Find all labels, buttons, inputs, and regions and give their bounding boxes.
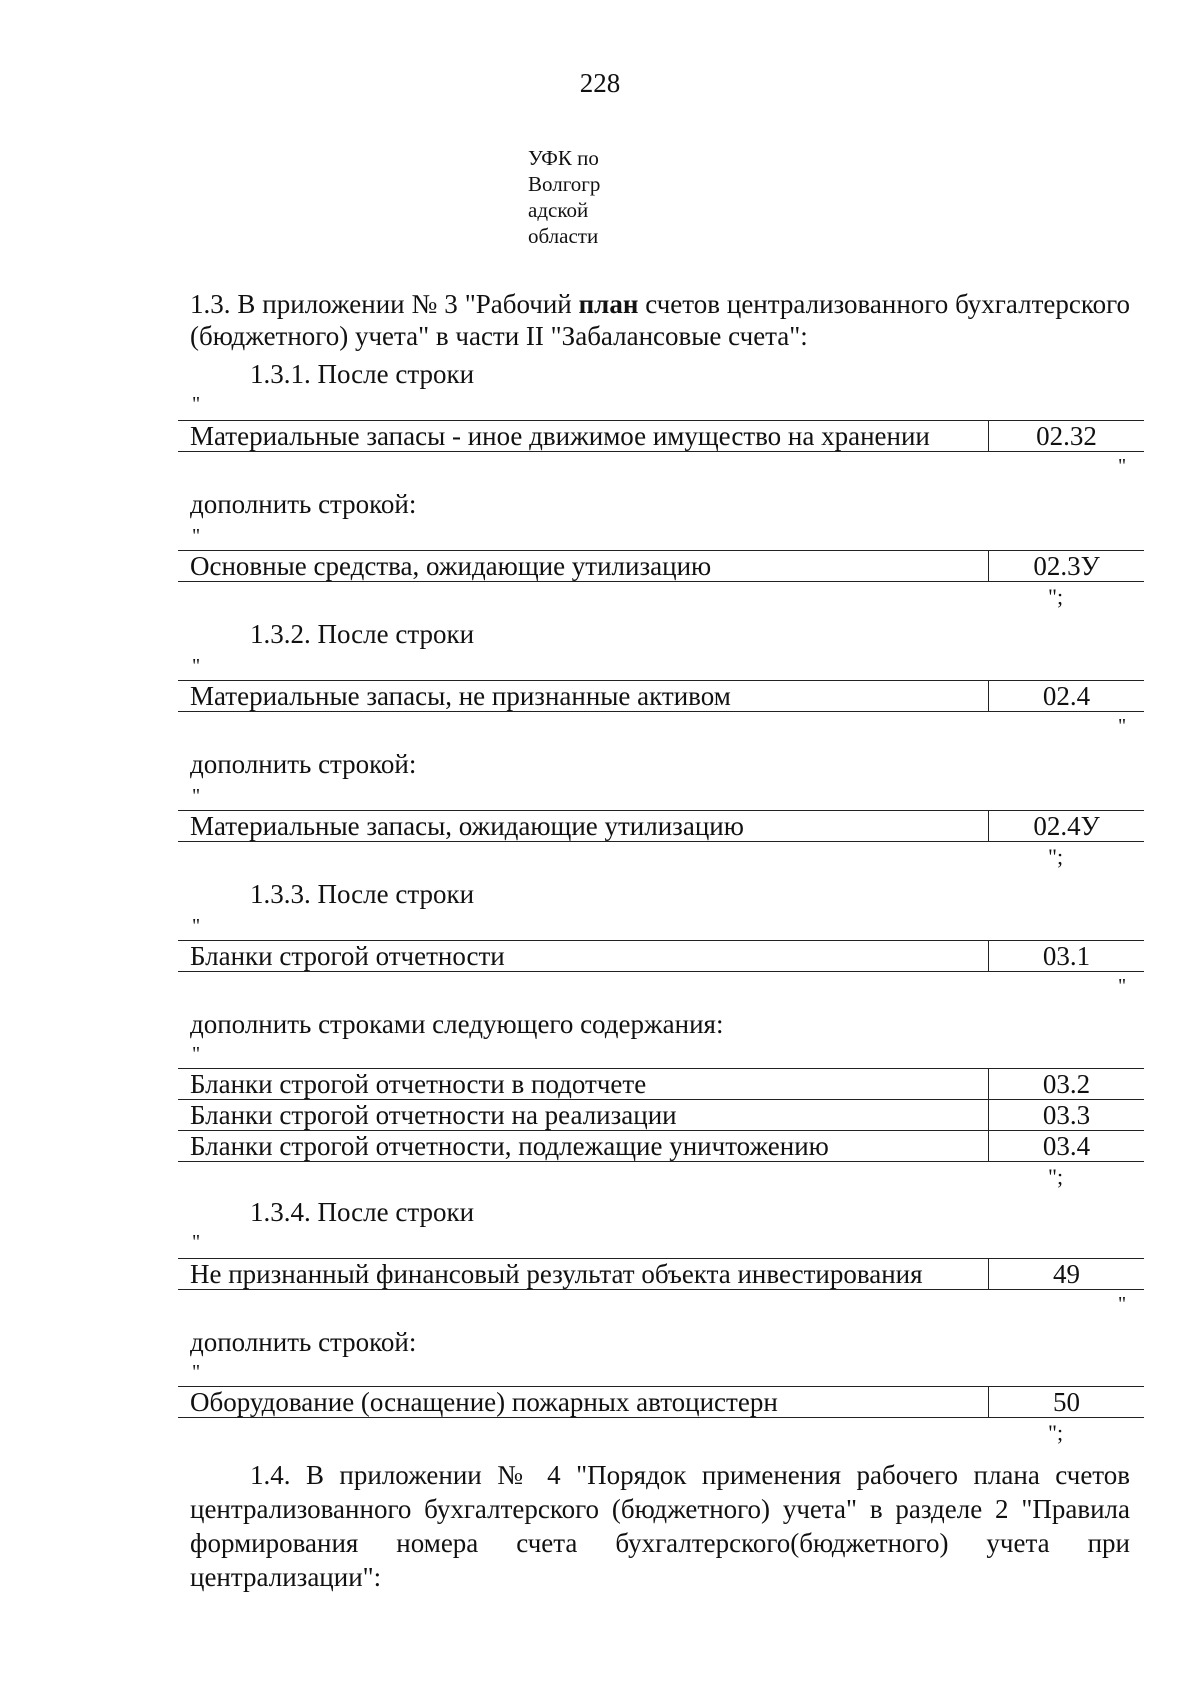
heading-1-3-2: 1.3.2. После строки [250,619,475,649]
table-1-3-1-added [178,550,1144,582]
account-code: 03.3 [988,1100,1144,1130]
table-1-3-3-before [178,940,1144,972]
table-row [178,421,1144,451]
account-code: 03.4 [988,1131,1144,1161]
intro-bold-word: план [578,289,639,319]
account-code: 02.4У [988,811,1144,841]
account-name: Бланки строгой отчетности [190,941,505,971]
table-row [178,1387,1144,1417]
account-name: Бланки строгой отчетности, подлежащие уничтожению [190,1131,829,1161]
add-label: дополнить строкой: [190,749,417,779]
quote-open: " [192,655,201,677]
table-1-3-4-before [178,1258,1144,1290]
heading-1-3-3: 1.3.3. После строки [250,879,475,909]
quote-close-semicolon: "; [1048,844,1064,869]
quote-open: " [192,1231,201,1253]
recipient-line: адской [528,198,589,222]
add-label: дополнить строкой: [190,1327,417,1357]
quote-open: " [192,393,201,415]
recipient-block [528,145,600,249]
quote-close: " [1118,715,1127,737]
table-row [178,1099,1144,1130]
quote-close: " [1118,1293,1127,1315]
account-name: Материальные запасы - иное движимое имущество на хранении [190,421,930,451]
account-code: 50 [988,1387,1144,1417]
account-code: 02.4 [988,681,1144,711]
account-code: 02.32 [988,421,1144,451]
account-name: Материальные запасы, не признанные активом [190,681,731,711]
account-code: 03.2 [988,1069,1144,1099]
intro-prefix: 1.3. В приложении № 3 "Рабочий [190,289,579,319]
quote-open: " [192,915,201,937]
heading-1-3-1: 1.3.1. После строки [250,359,475,389]
account-code: 02.3У [988,551,1144,581]
quote-close: " [1118,455,1127,477]
account-code: 49 [988,1259,1144,1289]
table-1-3-2-before [178,680,1144,712]
table-1-3-3-added [178,1068,1144,1162]
table-1-3-2-added [178,810,1144,842]
quote-open: " [192,785,201,807]
quote-open: " [192,1361,201,1383]
account-name: Не признанный финансовый результат объекта инвестирования [190,1259,923,1289]
table-row [178,811,1144,841]
intro-suffix: счетов централизованного бухгалтерского (бюджетного) учета" в части II "Забалансовые счета": [190,289,1130,351]
table-row [178,1259,1144,1289]
quote-open: " [192,1043,201,1065]
table-1-3-4-added [178,1386,1144,1418]
table-row [178,681,1144,711]
account-code: 03.1 [988,941,1144,971]
quote-close-semicolon: "; [1048,1164,1064,1189]
quote-close-semicolon: "; [1048,1420,1064,1445]
table-row [178,551,1144,581]
account-name: Материальные запасы, ожидающие утилизацию [190,811,744,841]
section-1-4 [190,1458,1130,1594]
account-name: Бланки строгой отчетности в подотчете [190,1069,647,1099]
table-row [178,1130,1144,1161]
section-1-3-intro [190,288,1130,352]
table-row [178,941,1144,971]
page-number: 228 [579,68,621,98]
quote-close-semicolon: "; [1048,584,1064,609]
table-1-3-1-before [178,420,1144,452]
recipient-line: УФК по [528,146,599,170]
recipient-line: области [528,224,599,248]
add-label: дополнить строкой: [190,489,417,519]
account-name: Основные средства, ожидающие утилизацию [190,551,712,581]
account-name: Бланки строгой отчетности на реализации [190,1100,677,1130]
heading-1-3-4: 1.3.4. После строки [250,1197,475,1227]
table-row [178,1069,1144,1099]
section-1-4-text: 1.4. В приложении № 4 "Порядок применения рабочего плана счетов централизованного бухгалтерского (бюджетного) учета" в разделе 2 "Правила формирования номера счета бухгалтерского(бюджетного) учета при централизации": [190,1460,1130,1592]
add-label: дополнить строками следующего содержания: [190,1009,724,1039]
recipient-line: Волгогр [528,172,601,196]
quote-close: " [1118,975,1127,997]
account-name: Оборудование (оснащение) пожарных автоцистерн [190,1387,778,1417]
quote-open: " [192,525,201,547]
